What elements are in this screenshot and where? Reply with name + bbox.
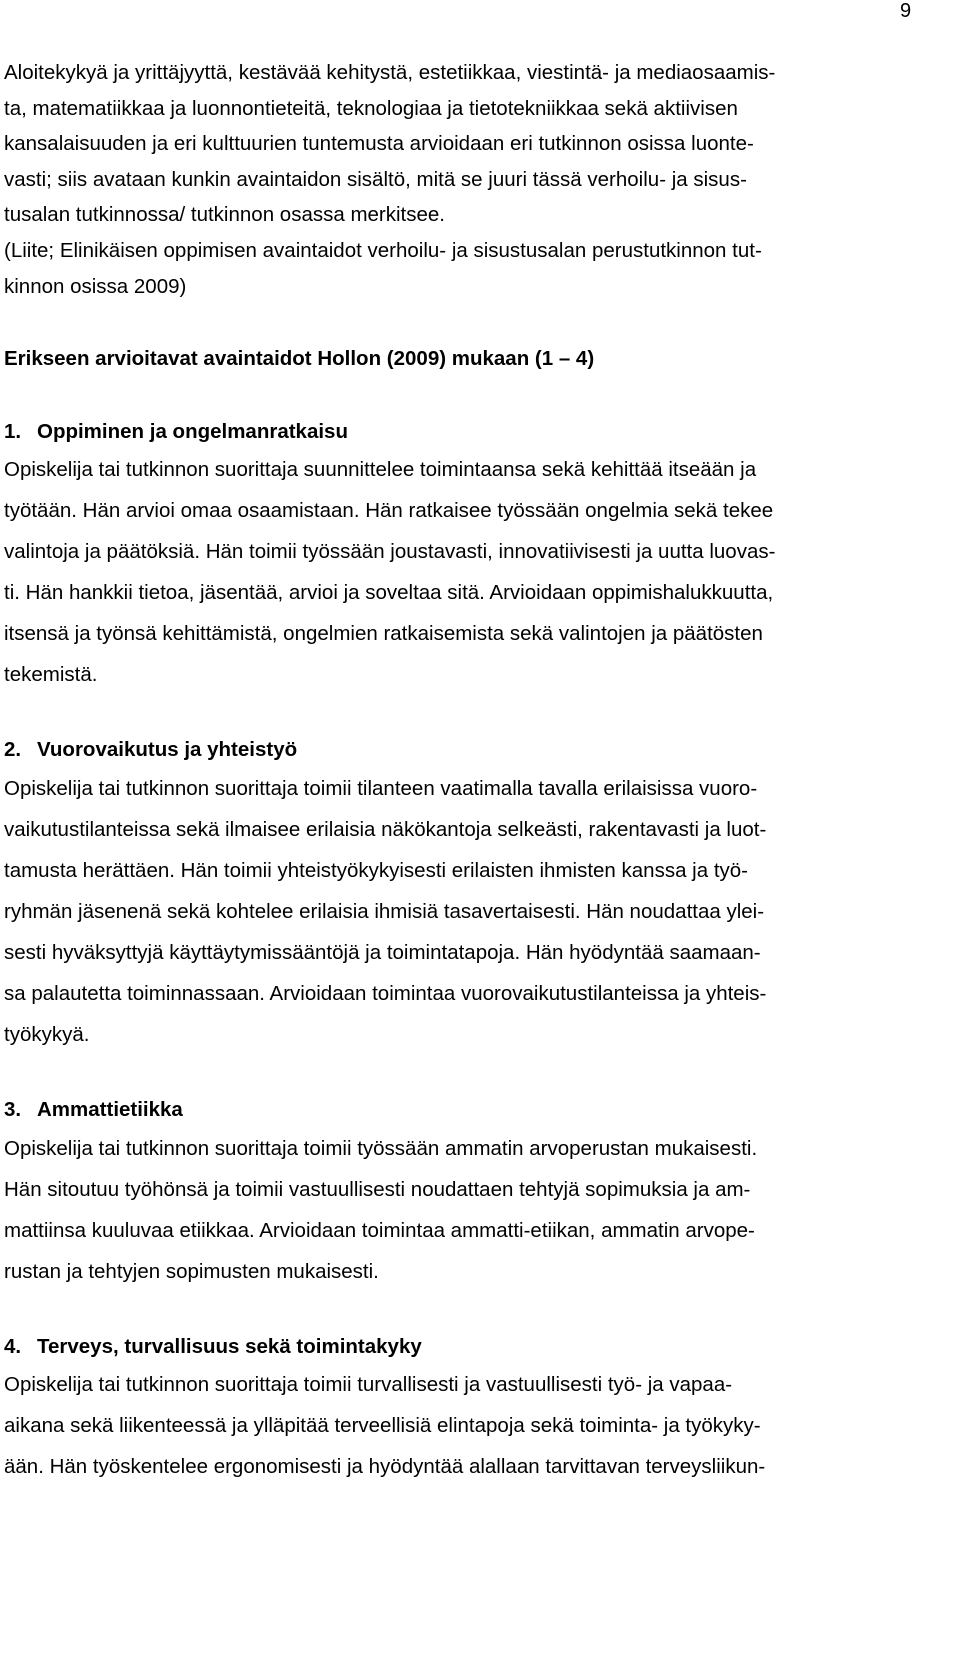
section-title: Vuorovaikutus ja yhteistyö (37, 738, 298, 762)
intro-line: Aloitekykyä ja yrittäjyyttä, kestävää kehitystä, estetiikkaa, viestintä- ja mediaosaamis- (4, 61, 776, 84)
section-heading (4, 1329, 954, 1365)
section-line: työkykyä. (4, 1022, 90, 1046)
section-line: sesti hyväksyttyjä käyttäytymissääntöjä ja toimintatapoja. Hän hyödyntää saamaan- (4, 940, 761, 964)
section-line: Opiskelija tai tutkinnon suorittaja toimii työssään ammatin arvoperustan mukaisesti. (4, 1136, 758, 1160)
section-line: tamusta herättäen. Hän toimii yhteistyökykyisesti erilaisten ihmisten kanssa ja työ- (4, 858, 749, 882)
intro-line: (Liite; Elinikäisen oppimisen avaintaidot verhoilu- ja sisustusalan perustutkinnon tut- (4, 238, 762, 262)
section-line: työtään. Hän arvioi omaa osaamistaan. Hän ratkaisee työssään ongelmia sekä tekee (4, 499, 774, 523)
intro-paragraph (4, 55, 954, 304)
section-line: ti. Hän hankkii tietoa, jäsentää, arvioi ja soveltaa sitä. Arvioidaan oppimishalukkuutta, (4, 581, 774, 605)
section-1 (4, 414, 954, 696)
section-title: Oppiminen ja ongelmanratkaisu (37, 419, 348, 443)
section-paragraph (4, 1128, 954, 1292)
intro-line: tusalan tutkinnossa/ tutkinnon osassa merkitsee. (4, 203, 445, 227)
page-number: 9 (900, 0, 912, 22)
section-line: aikana sekä liikenteessä ja ylläpitää terveellisiä elintapoja sekä toiminta- ja työkyky- (4, 1414, 761, 1438)
section-number: 4. (4, 1334, 22, 1358)
section-line: vaikutustilanteissa sekä ilmaisee erilaisia näkökantoja selkeästi, rakentavasti ja luot- (4, 817, 767, 841)
intro-line: vasti; siis avataan kunkin avaintaidon sisältö, mitä se juuri tässä verhoilu- ja sisus- (4, 167, 747, 191)
section-line: sa palautetta toiminnassaan. Arvioidaan toimintaa vuorovaikutustilanteissa ja yhteis- (4, 981, 767, 1005)
section-number: 2. (4, 738, 22, 762)
section-line: rustan ja tehtyjen sopimusten mukaisesti. (4, 1259, 379, 1283)
section-title: Terveys, turvallisuus sekä toimintakyky (37, 1334, 422, 1358)
section-line: Opiskelija tai tutkinnon suorittaja toimii tilanteen vaatimalla tavalla erilaisissa vuoro- (4, 776, 758, 800)
section-paragraph (4, 768, 954, 1055)
document-body (4, 55, 954, 1487)
intro-line: ta, matematiikkaa ja luonnontieteitä, teknologiaa ja tietotekniikkaa sekä aktiivisen (4, 96, 738, 120)
intro-line: kinnon osissa 2009) (4, 274, 187, 298)
intro-line: kansalaisuuden ja eri kulttuurien tuntemusta arvioidaan eri tutkinnon osissa luonte- (4, 132, 754, 156)
section-line: ään. Hän työskentelee ergonomisesti ja hyödyntää alallaan tarvittavan terveysliikun- (4, 1455, 766, 1479)
section-line: Hän sitoutuu työhönsä ja toimii vastuullisesti noudattaen tehtyjä sopimuksia ja am- (4, 1177, 751, 1201)
section-line: ryhmän jäsenenä sekä kohtelee erilaisia ihmisiä tasavertaisesti. Hän noudattaa ylei- (4, 899, 765, 923)
section-line: mattiinsa kuuluvaa etiikkaa. Arvioidaan toimintaa ammatti-etiikan, ammatin arvope- (4, 1218, 755, 1242)
section-title: Ammattietiikka (37, 1097, 183, 1121)
section-heading (4, 414, 954, 450)
section-line: itsensä ja työnsä kehittämistä, ongelmien ratkaisemista sekä valintojen ja päätösten (4, 622, 763, 646)
section-heading (4, 732, 954, 768)
section-line: tekemistä. (4, 663, 98, 687)
section-2 (4, 732, 954, 1055)
section-heading (4, 1092, 954, 1128)
section-number: 1. (4, 419, 22, 443)
section-line: valintoja ja päätöksiä. Hän toimii työssään joustavasti, innovatiivisesti ja uutta luovas- (4, 540, 776, 564)
section-paragraph (4, 449, 954, 695)
section-4 (4, 1329, 954, 1488)
main-heading: Erikseen arvioitavat avaintaidot Hollon (2009) mukaan (1 – 4) (4, 347, 595, 371)
section-line: Opiskelija tai tutkinnon suorittaja toimii turvallisesti ja vastuullisesti työ- ja vapaa- (4, 1373, 733, 1397)
section-line: Opiskelija tai tutkinnon suorittaja suunnittelee toimintaansa sekä kehittää itseään ja (4, 458, 757, 482)
section-number: 3. (4, 1097, 22, 1121)
section-paragraph (4, 1364, 954, 1487)
section-3 (4, 1092, 954, 1292)
